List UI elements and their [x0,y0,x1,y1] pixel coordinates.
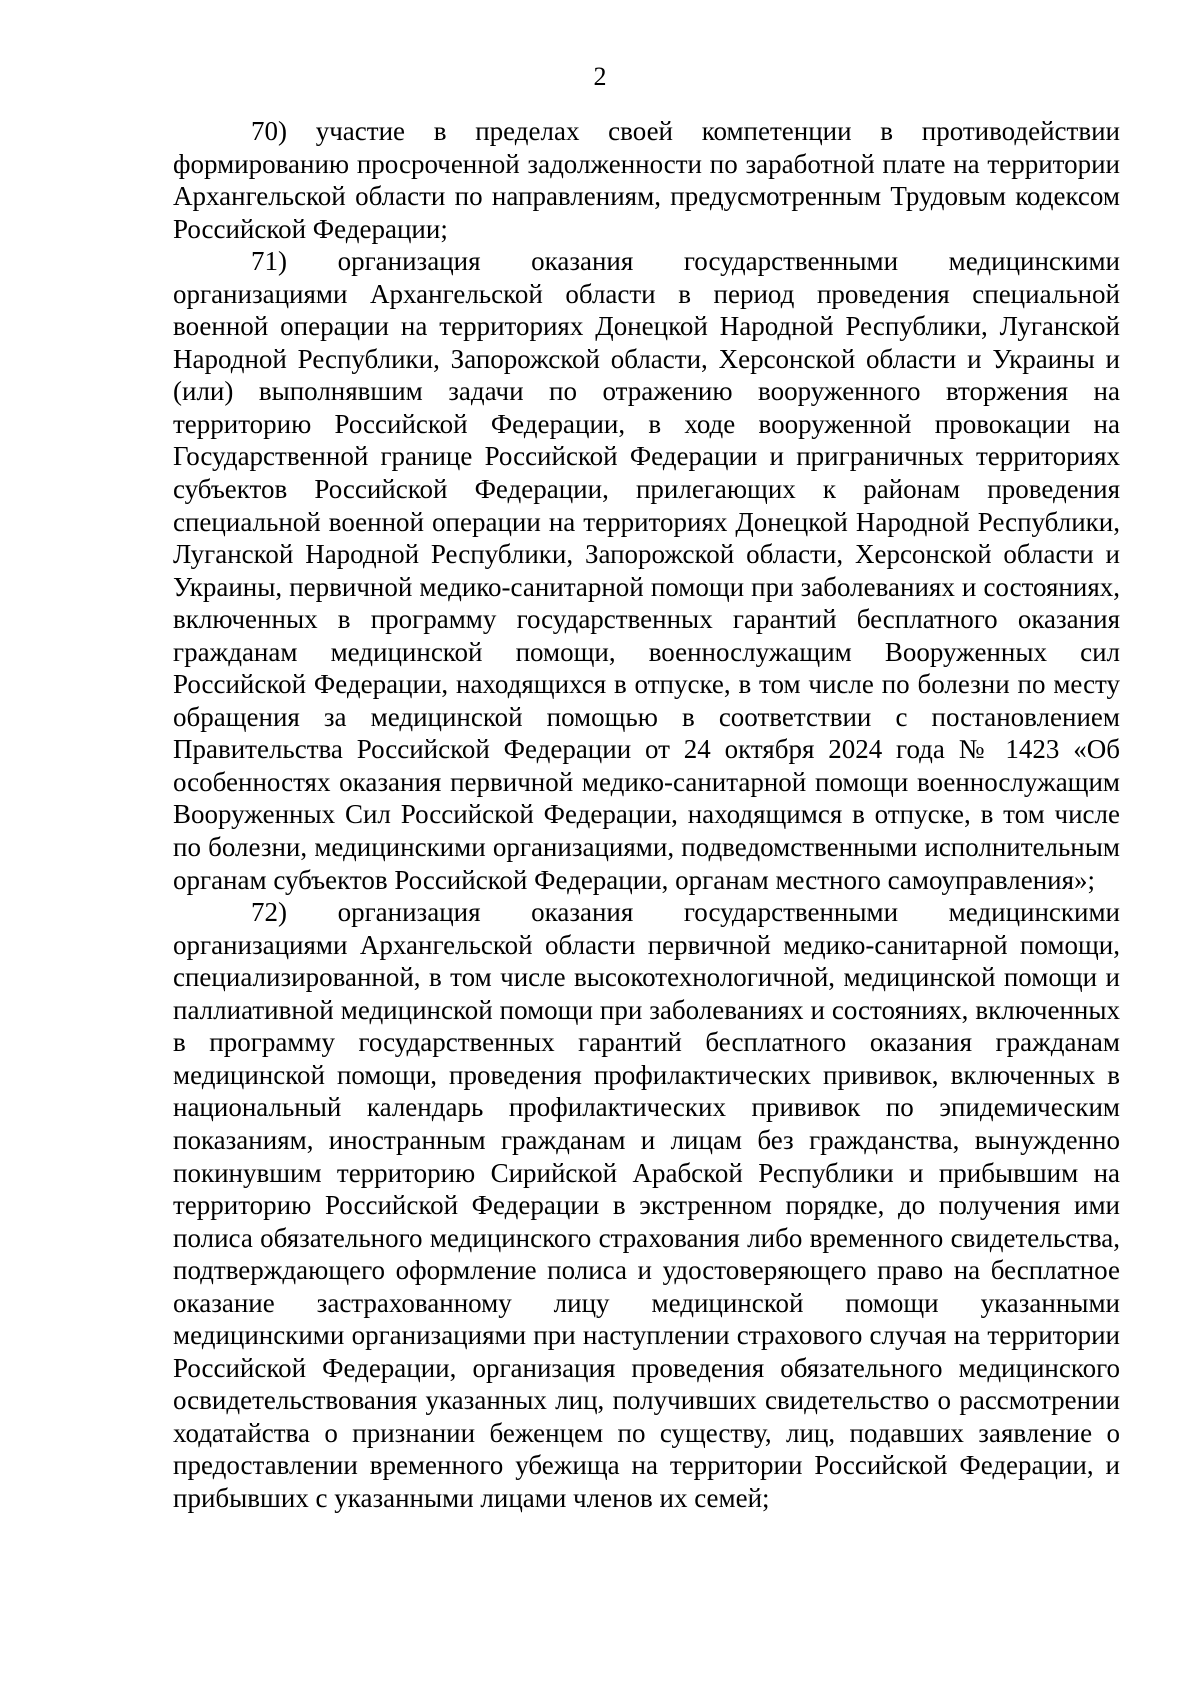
paragraph-item-71: 71) организация оказания государственными медицинскими организациями Архангельской области в период проведения специальной военной операции на территориях Донецкой Народной Республики, Луганской Народной Республики, Запорожской области, Херсонской области и Украины и (или) выполнявшим задачи по отражению вооруженного вторжения на территорию Российской Федерации, в ходе вооруженной провокации на Государственной границе Российской Федерации и приграничных территориях субъектов Российской Федерации, прилегающих к районам проведения специальной военной операции на территориях Донецкой Народной Республики, Луганской Народной Республики, Запорожской области, Херсонской области и Украины, первичной медико-санитарной помощи при заболеваниях и состояниях, включенных в программу государственных гарантий бесплатного оказания гражданам медицинской помощи, военнослужащим Вооруженных сил Российской Федерации, находящихся в отпуске, в том числе по болезни по месту обращения за медицинской помощью в соответствии с постановлением Правительства Российской Федерации от 24 октября 2024 года № 1423 «Об особенностях оказания первичной медико-санитарной помощи военнослужащим Вооруженных Сил Российской Федерации, находящимся в отпуске, в том числе по болезни, медицинскими организациями, подведомственными исполнительным органам субъектов Российской Федерации, органам местного самоуправления»; [173,246,1120,895]
page-number: 2 [593,62,607,91]
document-body [173,115,1120,1515]
paragraph-item-72: 72) организация оказания государственными медицинскими организациями Архангельской области первичной медико-санитарной помощи, специализированной, в том числе высокотехнологичной, медицинской помощи и паллиативной медицинской помощи при заболеваниях и состояниях, включенных в программу государственных гарантий бесплатного оказания гражданам медицинской помощи, проведения профилактических прививок, включенных в национальный календарь профилактических прививок по эпидемическим показаниям, иностранным гражданам и лицам без гражданства, вынужденно покинувшим территорию Сирийской Арабской Республики и прибывшим на территорию Российской Федерации в экстренном порядке, до получения ими полиса обязательного медицинского страхования либо временного свидетельства, подтверждающего оформление полиса и удостоверяющего право на бесплатное оказание застрахованному лицу медицинской помощи указанными медицинскими организациями при наступлении страхового случая на территории Российской Федерации, организация проведения обязательного медицинского освидетельствования указанных лиц, получивших свидетельство о рассмотрении ходатайства о признании беженцем по существу, лиц, подавших заявление о предоставлении временного убежища на территории Российской Федерации, и прибывших с указанными лицами членов их семей; [173,897,1120,1513]
paragraph-item-70: 70) участие в пределах своей компетенции в противодействии формированию просроченной задолженности по заработной плате на территории Архангельской области по направлениям, предусмотренным Трудовым кодексом Российской Федерации; [173,116,1120,244]
